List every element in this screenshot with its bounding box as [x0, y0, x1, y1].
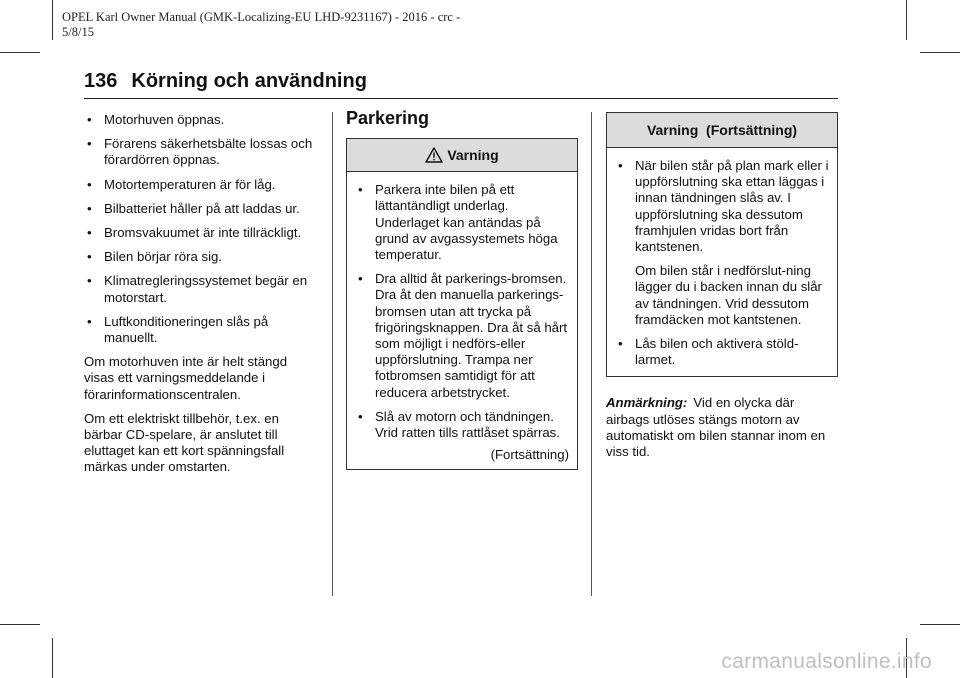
list-item: • Luftkonditioneringen slås på manuellt.: [87, 313, 269, 346]
page-number: 136: [84, 70, 118, 92]
crop-mark: [52, 0, 53, 40]
list-item: • Motortemperaturen är för låg.: [87, 176, 276, 192]
note-paragraph: [606, 395, 838, 460]
list-item-extra: Om bilen står i nedförslut-ning lägger du i backen innan du slår av tändningen. Vrid dessutom framdäcken mot kantstenen.: [635, 263, 822, 327]
list-item: • Dra alltid åt parkerings-bromsen. Dra åt den manuella parkerings-bromsen utan att trycka på frigöringsknappen. Dra åt så hårt som möjligt i nedförs-eller uppförslutning. Trampa ner fotbromsen samtidigt för att reducera arbetstrycket.: [358, 271, 568, 400]
list-item: • Förarens säkerhetsbälte lossas och förardörren öppnas.: [87, 136, 313, 168]
continued-label: (Fortsättning): [490, 447, 569, 463]
page-title: Körning och användning: [131, 70, 367, 92]
crop-mark: [0, 624, 40, 625]
print-header-line2: 5/8/15: [62, 25, 94, 39]
list-item: • Motorhuven öppnas.: [87, 112, 225, 127]
note-label: Anmärkning:: [606, 395, 688, 411]
list-item: • Parkera inte bilen på ett lättantändligt underlag. Underlaget kan antändas på grund av avgassystemets höga temperatur.: [358, 182, 558, 263]
list-item: • Bromsvakuumet är inte tillräckligt.: [87, 225, 302, 241]
list-item: • Slå av motorn och tändningen. Vrid ratten tills rattlåset spärras.: [358, 408, 560, 441]
watermark: carmanualsonline.info: [721, 650, 932, 673]
crop-mark: [920, 52, 960, 53]
warning-list: [615, 158, 829, 368]
print-header: [62, 10, 460, 40]
note-text: Vid en olycka där airbags utlöses stängs motorn av automatiskt om bilen stannar inom en viss tid.: [606, 395, 826, 460]
crop-mark: [920, 624, 960, 625]
warning-header: [607, 113, 837, 148]
page-heading: [84, 70, 367, 93]
list-item: • Bilbatteriet håller på att laddas ur.: [87, 200, 300, 216]
warning-title: Varning: [447, 147, 499, 164]
warning-body: [607, 148, 837, 376]
column-1: [84, 112, 320, 484]
list-item: • Lås bilen och aktivera stöld-larmet.: [618, 336, 799, 368]
list-item: • Bilen börjar röra sig.: [87, 249, 223, 265]
section-title: Parkering: [346, 108, 430, 128]
start-condition-list: [84, 112, 320, 346]
list-item: • Klimatregleringssystemet begär en motorstart.: [87, 273, 308, 305]
heading-rule: [84, 98, 838, 99]
crop-mark: [0, 52, 40, 53]
warning-triangle-icon: [425, 147, 443, 163]
crop-mark: [52, 638, 53, 678]
warning-box-continued: [606, 112, 838, 377]
crop-mark: [906, 0, 907, 40]
warning-body: [347, 172, 577, 469]
column-2: [346, 110, 578, 470]
warning-list: [355, 182, 569, 441]
column-divider: [332, 112, 333, 596]
paragraph-accessory: Om ett elektriskt tillbehör, t.ex. en bärbar CD-spelare, är anslutet till eluttaget kan ett kort spänningsfall märkas under omstarten.: [84, 410, 285, 475]
warning-header: [347, 139, 577, 172]
warning-title: Varning (Fortsättning): [646, 121, 798, 138]
list-item: • När bilen står på plan mark eller i uppförslutning ska ettan läggas i innan tändningen slås av. I uppförslutning ska dessutom framhjulen vridas bort från kantstenen. Om bilen står i nedförslut-ning lägger du i backen innan du slår av tändningen. Vrid dessutom framdäcken mot kantstenen.: [618, 158, 829, 327]
paragraph-hood: Om motorhuven inte är helt stängd visas ett varningsmeddelande i förarinformationscentralen.: [84, 354, 288, 402]
column-divider: [591, 112, 592, 596]
print-header-line1: OPEL Karl Owner Manual (GMK-Localizing-EU LHD-9231167) - 2016 - crc -: [62, 10, 461, 24]
warning-box: [346, 138, 578, 470]
column-3: [606, 112, 838, 468]
